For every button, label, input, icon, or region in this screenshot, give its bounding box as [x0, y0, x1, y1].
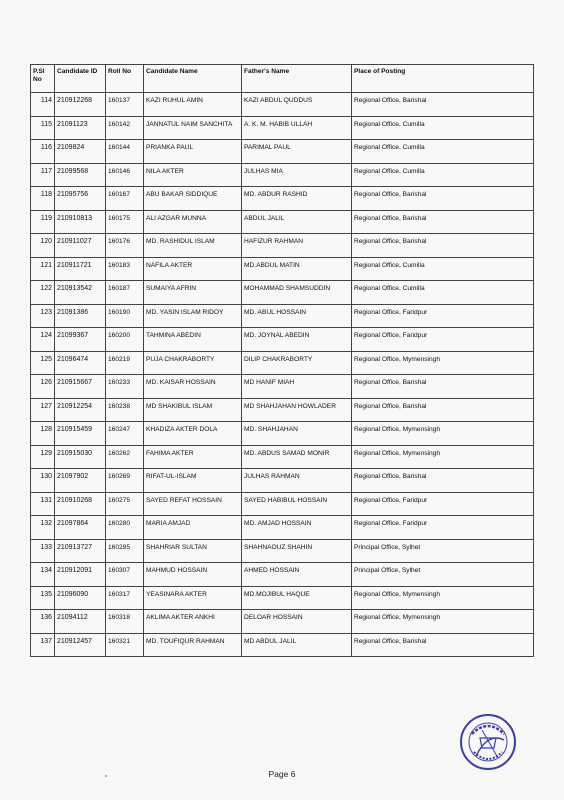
- cell-roll-no: 160280: [106, 516, 144, 540]
- header-place-of-posting: Place of Posting: [352, 65, 534, 93]
- cell-place-of-posting: Regional Office, Faridpur: [352, 492, 534, 516]
- cell-place-of-posting: Regional Office, Faridpur: [352, 304, 534, 328]
- cell-place-of-posting: Regional Office, Mymensingh: [352, 610, 534, 634]
- table-row: [31, 234, 534, 258]
- table-row: [31, 257, 534, 281]
- cell-candidate-name: MD. TOUFIQUR RAHMAN: [144, 633, 242, 657]
- table-row: [31, 187, 534, 211]
- cell-psl: 123: [31, 304, 55, 328]
- cell-roll-no: 160219: [106, 351, 144, 375]
- cell-candidate-name: KHADIZA AKTER DOLA: [144, 422, 242, 446]
- cell-fathers-name: DILIP CHAKRABORTY: [242, 351, 352, 375]
- cell-candidate-name: RIFAT-UL-ISLAM: [144, 469, 242, 493]
- cell-roll-no: 160307: [106, 563, 144, 587]
- cell-candidate-id: 210913542: [55, 281, 106, 305]
- cell-fathers-name: MD HANIF MIAH: [242, 375, 352, 399]
- cell-candidate-id: 210915667: [55, 375, 106, 399]
- cell-psl: 131: [31, 492, 55, 516]
- table-row: [31, 398, 534, 422]
- cell-candidate-id: 210911027: [55, 234, 106, 258]
- cell-place-of-posting: Principal Office, Sylhet: [352, 539, 534, 563]
- cell-roll-no: 160262: [106, 445, 144, 469]
- cell-fathers-name: MOHAMMAD SHAMSUDDIN: [242, 281, 352, 305]
- cell-place-of-posting: Regional Office, Cumilla: [352, 116, 534, 140]
- cell-candidate-name: PUJA CHAKRABORTY: [144, 351, 242, 375]
- cell-psl: 136: [31, 610, 55, 634]
- table-row: [31, 539, 534, 563]
- candidate-table: [30, 64, 534, 657]
- cell-candidate-id: 21094112: [55, 610, 106, 634]
- cell-fathers-name: DELOAR HOSSAIN: [242, 610, 352, 634]
- cell-candidate-name: MAHMUD HOSSAIN: [144, 563, 242, 587]
- cell-fathers-name: JULHAS RAHMAN: [242, 469, 352, 493]
- cell-candidate-name: MD. RASHIDUL ISLAM: [144, 234, 242, 258]
- cell-candidate-name: YEASINARA AKTER: [144, 586, 242, 610]
- cell-candidate-name: SUMAIYA AFRIN: [144, 281, 242, 305]
- cell-psl: 118: [31, 187, 55, 211]
- table-row: [31, 304, 534, 328]
- table-row: [31, 281, 534, 305]
- cell-place-of-posting: Principal Office, Sylhet: [352, 563, 534, 587]
- cell-roll-no: 160176: [106, 234, 144, 258]
- cell-place-of-posting: Regional Office, Barishal: [352, 375, 534, 399]
- cell-place-of-posting: Regional Office, Cumilla: [352, 163, 534, 187]
- cell-place-of-posting: Regional Office, Cumilla: [352, 281, 534, 305]
- cell-candidate-name: MARIA AMJAD: [144, 516, 242, 540]
- cell-roll-no: 160187: [106, 281, 144, 305]
- cell-candidate-name: ALI AZGAR MUNNA: [144, 210, 242, 234]
- cell-candidate-id: 21091123: [55, 116, 106, 140]
- header-psl: P.Sl No: [31, 65, 55, 93]
- cell-roll-no: 160142: [106, 116, 144, 140]
- cell-fathers-name: AHMED HOSSAIN: [242, 563, 352, 587]
- cell-psl: 125: [31, 351, 55, 375]
- cell-psl: 128: [31, 422, 55, 446]
- cell-candidate-id: 21097864: [55, 516, 106, 540]
- table-row: [31, 492, 534, 516]
- cell-roll-no: 160238: [106, 398, 144, 422]
- cell-place-of-posting: Regional Office, Mymensingh: [352, 586, 534, 610]
- table-row: [31, 469, 534, 493]
- cell-fathers-name: KAZI ABDUL QUDDUS: [242, 93, 352, 117]
- table-row: [31, 375, 534, 399]
- cell-candidate-id: 21095756: [55, 187, 106, 211]
- cell-place-of-posting: Regional Office, Barishal: [352, 187, 534, 211]
- table-row: [31, 140, 534, 164]
- cell-roll-no: 160275: [106, 492, 144, 516]
- cell-roll-no: 160269: [106, 469, 144, 493]
- cell-place-of-posting: Regional Office, Barishal: [352, 633, 534, 657]
- cell-roll-no: 160317: [106, 586, 144, 610]
- cell-psl: 130: [31, 469, 55, 493]
- cell-place-of-posting: Regional Office, Barishal: [352, 398, 534, 422]
- cell-place-of-posting: Regional Office, Faridpur: [352, 516, 534, 540]
- cell-psl: 126: [31, 375, 55, 399]
- cell-candidate-name: PRIANKA PAUL: [144, 140, 242, 164]
- cell-roll-no: 160175: [106, 210, 144, 234]
- cell-psl: 137: [31, 633, 55, 657]
- cell-candidate-id: 210910813: [55, 210, 106, 234]
- cell-roll-no: 160183: [106, 257, 144, 281]
- cell-candidate-id: 21096090: [55, 586, 106, 610]
- table-row: [31, 116, 534, 140]
- cell-psl: 119: [31, 210, 55, 234]
- cell-candidate-id: 21099367: [55, 328, 106, 352]
- cell-fathers-name: HAFIZUR RAHMAN: [242, 234, 352, 258]
- cell-candidate-id: 210912254: [55, 398, 106, 422]
- cell-psl: 121: [31, 257, 55, 281]
- cell-candidate-id: 210912268: [55, 93, 106, 117]
- cell-place-of-posting: Regional Office, Faridpur: [352, 328, 534, 352]
- cell-roll-no: 160233: [106, 375, 144, 399]
- cell-psl: 129: [31, 445, 55, 469]
- cell-candidate-name: MD. KAISAR HOSSAIN: [144, 375, 242, 399]
- table-row: [31, 93, 534, 117]
- cell-roll-no: 160137: [106, 93, 144, 117]
- cell-fathers-name: MD. ABDUR RASHID: [242, 187, 352, 211]
- header-fathers-name: Father's Name: [242, 65, 352, 93]
- cell-candidate-id: 2109824: [55, 140, 106, 164]
- cell-candidate-name: TAHMINA ABEDIN: [144, 328, 242, 352]
- table-row: [31, 445, 534, 469]
- table-row: [31, 633, 534, 657]
- table-row: [31, 163, 534, 187]
- cell-candidate-name: SAYED REFAT HOSSAIN: [144, 492, 242, 516]
- cell-roll-no: 160146: [106, 163, 144, 187]
- cell-candidate-id: 21097902: [55, 469, 106, 493]
- cell-psl: 116: [31, 140, 55, 164]
- cell-roll-no: 160190: [106, 304, 144, 328]
- cell-place-of-posting: Regional Office, Cumilla: [352, 140, 534, 164]
- cell-fathers-name: SAYED HABIBUL HOSSAIN: [242, 492, 352, 516]
- bank-seal-icon: [458, 712, 518, 772]
- table-row: [31, 516, 534, 540]
- cell-fathers-name: MD ABDUL JALIL: [242, 633, 352, 657]
- cell-place-of-posting: Regional Office, Mymensingh: [352, 351, 534, 375]
- cell-candidate-name: NILA AKTER: [144, 163, 242, 187]
- cell-roll-no: 160321: [106, 633, 144, 657]
- cell-psl: 120: [31, 234, 55, 258]
- table-row: [31, 210, 534, 234]
- cell-place-of-posting: Regional Office, Cumilla: [352, 257, 534, 281]
- table-row: [31, 328, 534, 352]
- cell-fathers-name: SHAHNAOUZ SHAHIN: [242, 539, 352, 563]
- cell-roll-no: 160144: [106, 140, 144, 164]
- cell-roll-no: 160295: [106, 539, 144, 563]
- cell-candidate-name: FAHIMA AKTER: [144, 445, 242, 469]
- header-roll-no: Roll No: [106, 65, 144, 93]
- cell-fathers-name: MD.ABDUL MATIN: [242, 257, 352, 281]
- cell-candidate-name: MD. YASIN ISLAM RIDOY: [144, 304, 242, 328]
- cell-fathers-name: JULHAS MIA: [242, 163, 352, 187]
- page-number: Page 6: [268, 769, 296, 779]
- header-candidate-id: Candidate ID: [55, 65, 106, 93]
- cell-fathers-name: MD. JOYNAL ABEDIN: [242, 328, 352, 352]
- cell-roll-no: 160318: [106, 610, 144, 634]
- cell-psl: 114: [31, 93, 55, 117]
- cell-fathers-name: MD. ABDUS SAMAD MONIR: [242, 445, 352, 469]
- cell-candidate-name: NAFILA AKTER: [144, 257, 242, 281]
- cell-psl: 133: [31, 539, 55, 563]
- cell-fathers-name: MD. AMJAD HOSSAIN: [242, 516, 352, 540]
- cell-psl: 132: [31, 516, 55, 540]
- cell-candidate-id: 210912091: [55, 563, 106, 587]
- cell-candidate-name: JANNATUL NAIM SANCHITA: [144, 116, 242, 140]
- cell-fathers-name: MD. SHAHJAHAN: [242, 422, 352, 446]
- cell-fathers-name: A. K. M. HABIB ULLAH: [242, 116, 352, 140]
- cell-place-of-posting: Regional Office, Mymensingh: [352, 422, 534, 446]
- cell-candidate-name: KAZI RUHUL AMIN: [144, 93, 242, 117]
- table-row: [31, 586, 534, 610]
- cell-fathers-name: PARIMAL PAUL: [242, 140, 352, 164]
- cell-candidate-id: 21096474: [55, 351, 106, 375]
- cell-candidate-id: 210911721: [55, 257, 106, 281]
- table-header-row: [31, 65, 534, 93]
- cell-psl: 115: [31, 116, 55, 140]
- cell-candidate-id: 21099568: [55, 163, 106, 187]
- cell-place-of-posting: Regional Office, Mymensingh: [352, 445, 534, 469]
- cell-psl: 134: [31, 563, 55, 587]
- cell-fathers-name: MD.MOJIBUL HAQUE: [242, 586, 352, 610]
- table-row: [31, 563, 534, 587]
- cell-place-of-posting: Regional Office, Barishal: [352, 234, 534, 258]
- cell-psl: 127: [31, 398, 55, 422]
- cell-candidate-name: AKLIMA AKTER ANKHI: [144, 610, 242, 634]
- cell-place-of-posting: Regional Office, Barishal: [352, 93, 534, 117]
- cell-candidate-id: 210915030: [55, 445, 106, 469]
- cell-fathers-name: ABDUL JALIL: [242, 210, 352, 234]
- cell-candidate-id: 21091386: [55, 304, 106, 328]
- table-row: [31, 422, 534, 446]
- cell-fathers-name: MD SHAHJAHAN HOWLADER: [242, 398, 352, 422]
- cell-roll-no: 160247: [106, 422, 144, 446]
- cell-psl: 135: [31, 586, 55, 610]
- cell-fathers-name: MD. ABUL HOSSAIN: [242, 304, 352, 328]
- cell-psl: 124: [31, 328, 55, 352]
- header-candidate-name: Candidate Name: [144, 65, 242, 93]
- cell-psl: 122: [31, 281, 55, 305]
- cell-candidate-id: 210910268: [55, 492, 106, 516]
- cell-psl: 117: [31, 163, 55, 187]
- cell-candidate-id: 210913727: [55, 539, 106, 563]
- cell-candidate-name: ABU BAKAR SIDDIQUE: [144, 187, 242, 211]
- table-row: [31, 610, 534, 634]
- cell-candidate-name: SHAHRIAR SULTAN: [144, 539, 242, 563]
- cell-roll-no: 160167: [106, 187, 144, 211]
- cell-candidate-id: 210915459: [55, 422, 106, 446]
- cell-candidate-name: MD SHAKIBUL ISLAM: [144, 398, 242, 422]
- cell-roll-no: 160200: [106, 328, 144, 352]
- table-row: [31, 351, 534, 375]
- cell-place-of-posting: Regional Office, Barishal: [352, 469, 534, 493]
- cell-candidate-id: 210912457: [55, 633, 106, 657]
- cell-place-of-posting: Regional Office, Barishal: [352, 210, 534, 234]
